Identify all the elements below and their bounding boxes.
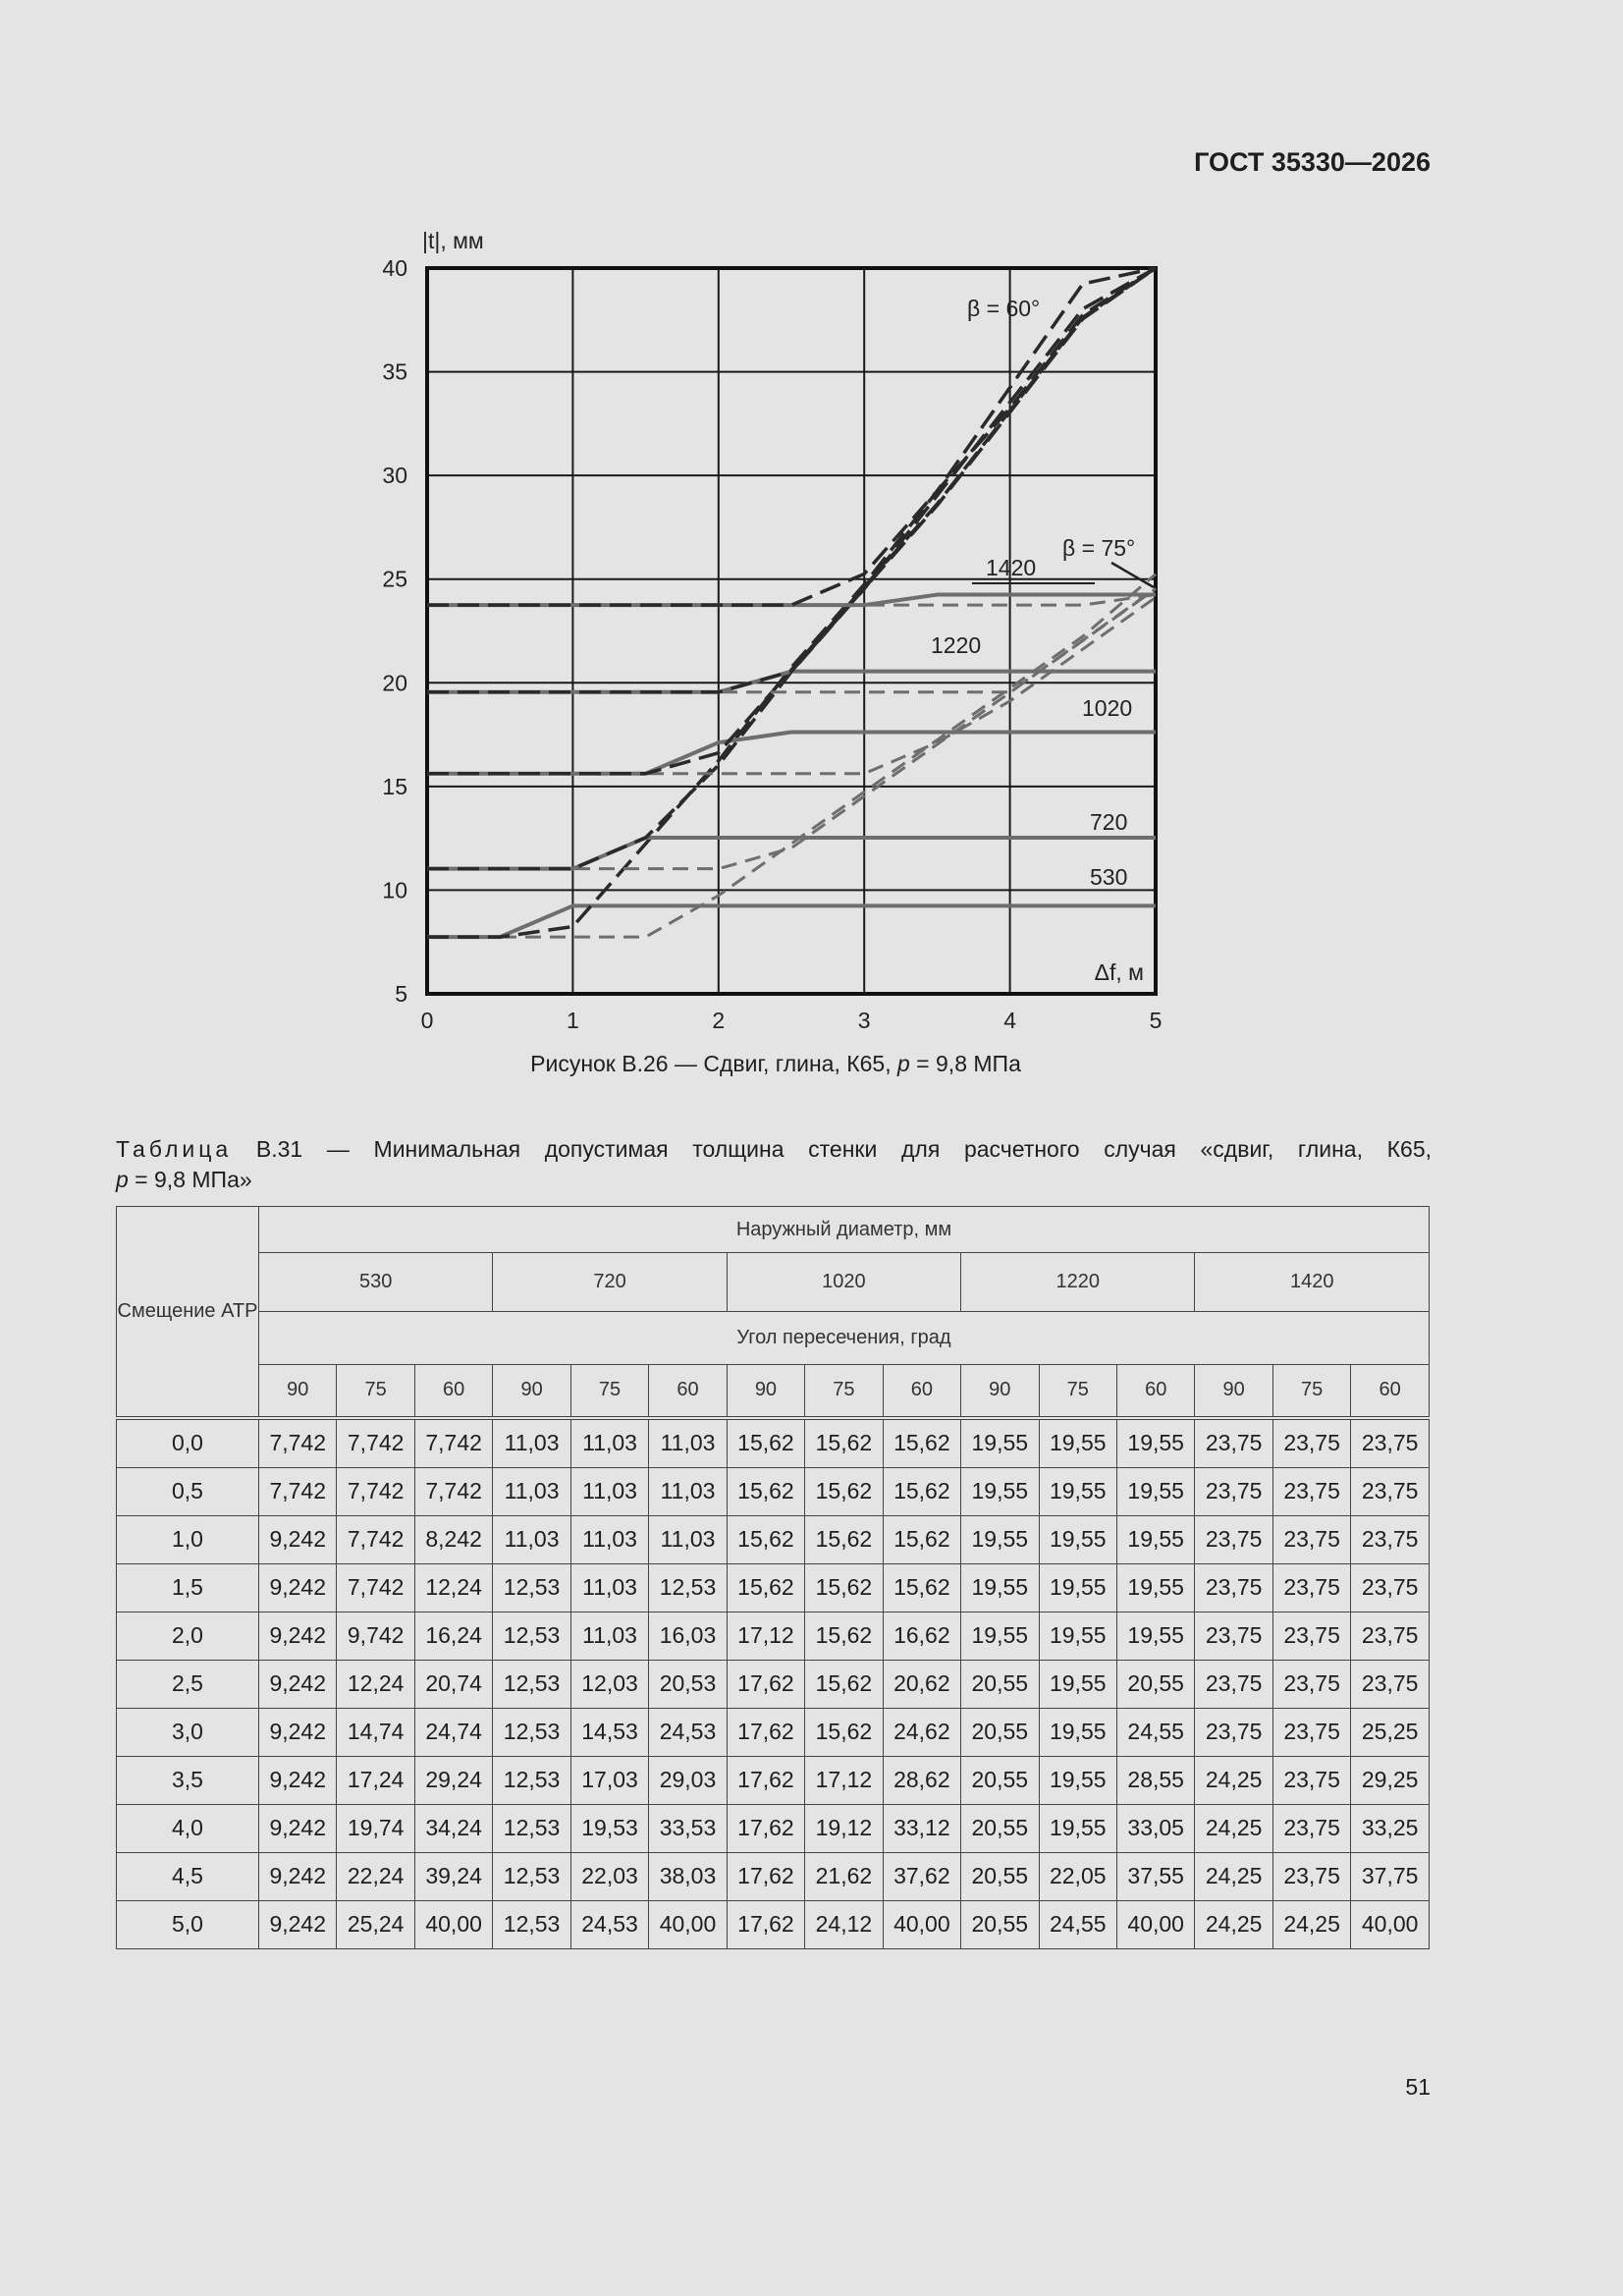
thickness-cell: 7,742 bbox=[337, 1467, 414, 1515]
table-row bbox=[117, 1756, 1430, 1804]
table-row bbox=[117, 1660, 1430, 1708]
thickness-cell: 23,75 bbox=[1272, 1612, 1350, 1660]
thickness-cell: 15,62 bbox=[727, 1418, 804, 1468]
thickness-cell: 19,55 bbox=[1039, 1660, 1116, 1708]
offset-cell: 3,5 bbox=[117, 1756, 259, 1804]
thickness-cell: 7,742 bbox=[337, 1563, 414, 1612]
chart-grid bbox=[427, 268, 1156, 994]
thickness-cell: 11,03 bbox=[649, 1418, 727, 1468]
x-axis-label: Δf, м bbox=[1094, 959, 1144, 985]
diameter-header: 1020 bbox=[727, 1253, 960, 1312]
thickness-cell: 33,12 bbox=[883, 1804, 960, 1852]
offset-cell: 2,0 bbox=[117, 1612, 259, 1660]
thickness-cell: 20,53 bbox=[649, 1660, 727, 1708]
diameter-header: 720 bbox=[493, 1253, 727, 1312]
thickness-cell: 19,12 bbox=[805, 1804, 883, 1852]
offset-cell: 0,5 bbox=[117, 1467, 259, 1515]
thickness-cell: 23,75 bbox=[1272, 1804, 1350, 1852]
thickness-cell: 33,05 bbox=[1116, 1804, 1194, 1852]
series-1420-60 bbox=[427, 268, 1156, 605]
angle-value-header: 60 bbox=[649, 1365, 727, 1418]
thickness-cell: 20,62 bbox=[883, 1660, 960, 1708]
curve-annotation: β = 75° bbox=[1062, 535, 1136, 561]
thickness-cell: 23,75 bbox=[1195, 1467, 1272, 1515]
thickness-cell: 20,55 bbox=[1116, 1660, 1194, 1708]
y-tick-label: 20 bbox=[382, 670, 407, 696]
series-720-90 bbox=[427, 838, 1156, 869]
thickness-cell: 15,62 bbox=[727, 1563, 804, 1612]
table-title-continuation: p = 9,8 МПа» bbox=[116, 1167, 252, 1192]
thickness-cell: 19,55 bbox=[1039, 1563, 1116, 1612]
offset-cell: 4,0 bbox=[117, 1804, 259, 1852]
thickness-cell: 23,75 bbox=[1351, 1660, 1430, 1708]
series-1020-90 bbox=[427, 733, 1156, 774]
thickness-cell: 19,55 bbox=[1039, 1515, 1116, 1563]
offset-cell: 1,0 bbox=[117, 1515, 259, 1563]
series-1220-60 bbox=[427, 268, 1156, 692]
table-row bbox=[117, 1515, 1430, 1563]
thickness-cell: 23,75 bbox=[1195, 1563, 1272, 1612]
angle-value-header: 75 bbox=[1272, 1365, 1350, 1418]
curve-annotation: 1220 bbox=[931, 632, 982, 658]
thickness-cell: 23,75 bbox=[1272, 1660, 1350, 1708]
table-row bbox=[117, 1418, 1430, 1468]
thickness-cell: 15,62 bbox=[727, 1515, 804, 1563]
thickness-cell: 17,24 bbox=[337, 1756, 414, 1804]
thickness-cell: 17,62 bbox=[727, 1900, 804, 1948]
thickness-cell: 17,62 bbox=[727, 1708, 804, 1756]
thickness-cell: 24,74 bbox=[414, 1708, 492, 1756]
thickness-cell: 9,242 bbox=[259, 1660, 337, 1708]
table-title: Таблица В.31 — Минимальная допустимая толщина стенки для расчетного случая «сдвиг, глина, К65, bbox=[116, 1136, 1433, 1162]
thickness-cell: 19,55 bbox=[1116, 1612, 1194, 1660]
thickness-cell: 20,74 bbox=[414, 1660, 492, 1708]
thickness-cell: 29,25 bbox=[1351, 1756, 1430, 1804]
standard-header: ГОСТ 35330—2026 bbox=[1194, 147, 1431, 177]
thickness-cell: 12,53 bbox=[493, 1563, 570, 1612]
thickness-cell: 15,62 bbox=[883, 1467, 960, 1515]
thickness-cell: 19,53 bbox=[570, 1804, 648, 1852]
thickness-cell: 23,75 bbox=[1351, 1515, 1430, 1563]
thickness-cell: 11,03 bbox=[570, 1563, 648, 1612]
thickness-cell: 24,25 bbox=[1195, 1852, 1272, 1900]
plot-frame bbox=[427, 268, 1156, 994]
thickness-cell: 24,25 bbox=[1195, 1900, 1272, 1948]
angle-value-header: 75 bbox=[805, 1365, 883, 1418]
thickness-cell: 19,55 bbox=[1039, 1804, 1116, 1852]
thickness-cell: 17,03 bbox=[570, 1756, 648, 1804]
thickness-cell: 23,75 bbox=[1272, 1708, 1350, 1756]
thickness-cell: 20,55 bbox=[961, 1660, 1039, 1708]
thickness-cell: 15,62 bbox=[883, 1563, 960, 1612]
thickness-cell: 9,242 bbox=[259, 1804, 337, 1852]
thickness-cell: 28,62 bbox=[883, 1756, 960, 1804]
thickness-cell: 7,742 bbox=[259, 1418, 337, 1468]
thickness-cell: 14,74 bbox=[337, 1708, 414, 1756]
offset-cell: 5,0 bbox=[117, 1900, 259, 1948]
y-tick-label: 15 bbox=[382, 773, 407, 799]
offset-cell: 1,5 bbox=[117, 1563, 259, 1612]
thickness-cell: 11,03 bbox=[570, 1515, 648, 1563]
thickness-cell: 9,242 bbox=[259, 1756, 337, 1804]
thickness-cell: 20,55 bbox=[961, 1804, 1039, 1852]
thickness-table bbox=[116, 1206, 1430, 1949]
thickness-cell: 15,62 bbox=[883, 1515, 960, 1563]
thickness-cell: 24,53 bbox=[570, 1900, 648, 1948]
thickness-cell: 12,53 bbox=[493, 1900, 570, 1948]
table-row bbox=[117, 1708, 1430, 1756]
thickness-cell: 15,62 bbox=[805, 1515, 883, 1563]
thickness-cell: 12,53 bbox=[493, 1660, 570, 1708]
angle-value-header: 90 bbox=[493, 1365, 570, 1418]
thickness-cell: 23,75 bbox=[1272, 1515, 1350, 1563]
x-tick-label: 4 bbox=[1003, 1008, 1016, 1033]
thickness-cell: 11,03 bbox=[570, 1467, 648, 1515]
series-720-75 bbox=[427, 589, 1156, 869]
thickness-cell: 19,55 bbox=[961, 1612, 1039, 1660]
thickness-cell: 22,24 bbox=[337, 1852, 414, 1900]
thickness-cell: 12,53 bbox=[493, 1804, 570, 1852]
y-tick-label: 5 bbox=[395, 981, 407, 1007]
thickness-cell: 25,24 bbox=[337, 1900, 414, 1948]
thickness-cell: 23,75 bbox=[1351, 1612, 1430, 1660]
thickness-cell: 28,55 bbox=[1116, 1756, 1194, 1804]
angle-value-header: 60 bbox=[1351, 1365, 1430, 1418]
thickness-cell: 23,75 bbox=[1195, 1612, 1272, 1660]
thickness-cell: 19,55 bbox=[1116, 1467, 1194, 1515]
page-number: 51 bbox=[1405, 2074, 1431, 2100]
thickness-cell: 19,55 bbox=[1039, 1467, 1116, 1515]
thickness-cell: 16,24 bbox=[414, 1612, 492, 1660]
thickness-cell: 12,53 bbox=[493, 1708, 570, 1756]
table-row bbox=[117, 1563, 1430, 1612]
thickness-cell: 23,75 bbox=[1272, 1467, 1350, 1515]
thickness-cell: 24,55 bbox=[1116, 1708, 1194, 1756]
x-tick-label: 2 bbox=[712, 1008, 726, 1033]
y-axis-label: |t|, мм bbox=[422, 228, 484, 253]
thickness-cell: 9,242 bbox=[259, 1515, 337, 1563]
table-row bbox=[117, 1900, 1430, 1948]
thickness-cell: 11,03 bbox=[649, 1515, 727, 1563]
thickness-chart bbox=[0, 0, 1623, 1041]
thickness-cell: 11,03 bbox=[649, 1467, 727, 1515]
y-tick-label: 25 bbox=[382, 566, 407, 592]
thickness-cell: 37,75 bbox=[1351, 1852, 1430, 1900]
x-tick-label: 5 bbox=[1149, 1008, 1163, 1033]
x-tick-label: 0 bbox=[420, 1008, 434, 1033]
thickness-cell: 23,75 bbox=[1351, 1418, 1430, 1468]
thickness-cell: 19,55 bbox=[1116, 1418, 1194, 1468]
thickness-cell: 20,55 bbox=[961, 1900, 1039, 1948]
thickness-cell: 40,00 bbox=[1351, 1900, 1430, 1948]
thickness-cell: 23,75 bbox=[1272, 1563, 1350, 1612]
offset-cell: 4,5 bbox=[117, 1852, 259, 1900]
thickness-cell: 23,75 bbox=[1351, 1467, 1430, 1515]
thickness-cell: 19,55 bbox=[1116, 1563, 1194, 1612]
series-530-75 bbox=[427, 574, 1156, 937]
thickness-cell: 29,03 bbox=[649, 1756, 727, 1804]
series-1020-60 bbox=[427, 268, 1156, 774]
thickness-cell: 40,00 bbox=[1116, 1900, 1194, 1948]
x-tick-label: 1 bbox=[567, 1008, 579, 1033]
thickness-cell: 15,62 bbox=[805, 1563, 883, 1612]
table-row bbox=[117, 1804, 1430, 1852]
thickness-cell: 19,55 bbox=[961, 1467, 1039, 1515]
thickness-cell: 24,25 bbox=[1195, 1804, 1272, 1852]
thickness-cell: 11,03 bbox=[570, 1418, 648, 1468]
thickness-cell: 7,742 bbox=[414, 1467, 492, 1515]
thickness-cell: 9,242 bbox=[259, 1612, 337, 1660]
thickness-cell: 15,62 bbox=[805, 1660, 883, 1708]
thickness-cell: 7,742 bbox=[414, 1418, 492, 1468]
thickness-cell: 11,03 bbox=[493, 1515, 570, 1563]
annotation-leader bbox=[1111, 563, 1154, 587]
angle-value-header: 75 bbox=[337, 1365, 414, 1418]
thickness-cell: 40,00 bbox=[883, 1900, 960, 1948]
thickness-cell: 16,62 bbox=[883, 1612, 960, 1660]
thickness-cell: 20,55 bbox=[961, 1756, 1039, 1804]
offset-cell: 3,0 bbox=[117, 1708, 259, 1756]
thickness-cell: 22,05 bbox=[1039, 1852, 1116, 1900]
thickness-cell: 15,62 bbox=[883, 1418, 960, 1468]
thickness-cell: 20,55 bbox=[961, 1708, 1039, 1756]
thickness-cell: 15,62 bbox=[805, 1467, 883, 1515]
angle-value-header: 90 bbox=[961, 1365, 1039, 1418]
thickness-cell: 39,24 bbox=[414, 1852, 492, 1900]
table-row bbox=[117, 1612, 1430, 1660]
thickness-cell: 7,742 bbox=[337, 1418, 414, 1468]
thickness-cell: 9,242 bbox=[259, 1708, 337, 1756]
thickness-cell: 17,62 bbox=[727, 1804, 804, 1852]
chart-series bbox=[427, 268, 1156, 937]
thickness-cell: 12,53 bbox=[493, 1756, 570, 1804]
thickness-cell: 37,62 bbox=[883, 1852, 960, 1900]
series-1020-75 bbox=[427, 597, 1156, 773]
angle-value-header: 90 bbox=[727, 1365, 804, 1418]
curve-annotation: 1020 bbox=[1082, 695, 1133, 721]
thickness-cell: 34,24 bbox=[414, 1804, 492, 1852]
offset-cell: 0,0 bbox=[117, 1418, 259, 1468]
thickness-cell: 11,03 bbox=[493, 1467, 570, 1515]
thickness-cell: 7,742 bbox=[259, 1467, 337, 1515]
diameter-header: 1420 bbox=[1195, 1253, 1430, 1312]
thickness-cell: 14,53 bbox=[570, 1708, 648, 1756]
thickness-cell: 12,53 bbox=[649, 1563, 727, 1612]
thickness-cell: 19,74 bbox=[337, 1804, 414, 1852]
thickness-cell: 23,75 bbox=[1272, 1418, 1350, 1468]
y-tick-label: 30 bbox=[382, 463, 407, 489]
curve-annotation: 530 bbox=[1090, 864, 1128, 890]
thickness-cell: 16,03 bbox=[649, 1612, 727, 1660]
thickness-cell: 9,242 bbox=[259, 1563, 337, 1612]
table-row bbox=[117, 1852, 1430, 1900]
thickness-cell: 24,62 bbox=[883, 1708, 960, 1756]
thickness-cell: 19,55 bbox=[1116, 1515, 1194, 1563]
thickness-cell: 11,03 bbox=[493, 1418, 570, 1468]
thickness-cell: 40,00 bbox=[649, 1900, 727, 1948]
table-row bbox=[117, 1467, 1430, 1515]
angle-value-header: 60 bbox=[1116, 1365, 1194, 1418]
thickness-cell: 23,75 bbox=[1351, 1563, 1430, 1612]
thickness-cell: 23,75 bbox=[1195, 1515, 1272, 1563]
thickness-cell: 17,12 bbox=[727, 1612, 804, 1660]
curve-annotation: 1420 bbox=[986, 555, 1037, 580]
y-tick-label: 35 bbox=[382, 358, 407, 385]
angle-header: Угол пересечения, град bbox=[259, 1312, 1430, 1365]
thickness-cell: 24,25 bbox=[1195, 1756, 1272, 1804]
angle-value-header: 75 bbox=[570, 1365, 648, 1418]
thickness-cell: 37,55 bbox=[1116, 1852, 1194, 1900]
curve-annotation: 720 bbox=[1090, 809, 1128, 835]
x-tick-label: 3 bbox=[857, 1008, 871, 1033]
thickness-cell: 23,75 bbox=[1272, 1852, 1350, 1900]
offset-cell: 2,5 bbox=[117, 1660, 259, 1708]
angle-value-header: 90 bbox=[1195, 1365, 1272, 1418]
thickness-cell: 19,55 bbox=[1039, 1418, 1116, 1468]
thickness-cell: 23,75 bbox=[1195, 1418, 1272, 1468]
thickness-cell: 15,62 bbox=[805, 1708, 883, 1756]
diameter-header: 530 bbox=[259, 1253, 493, 1312]
thickness-cell: 12,53 bbox=[493, 1852, 570, 1900]
thickness-cell: 12,24 bbox=[414, 1563, 492, 1612]
angle-value-header: 90 bbox=[259, 1365, 337, 1418]
thickness-cell: 19,55 bbox=[961, 1515, 1039, 1563]
thickness-cell: 22,03 bbox=[570, 1852, 648, 1900]
thickness-cell: 7,742 bbox=[337, 1515, 414, 1563]
thickness-cell: 15,62 bbox=[805, 1612, 883, 1660]
thickness-cell: 33,53 bbox=[649, 1804, 727, 1852]
thickness-cell: 19,55 bbox=[961, 1418, 1039, 1468]
thickness-cell: 17,12 bbox=[805, 1756, 883, 1804]
thickness-cell: 33,25 bbox=[1351, 1804, 1430, 1852]
thickness-cell: 40,00 bbox=[414, 1900, 492, 1948]
thickness-cell: 12,03 bbox=[570, 1660, 648, 1708]
thickness-cell: 9,742 bbox=[337, 1612, 414, 1660]
thickness-cell: 24,25 bbox=[1272, 1900, 1350, 1948]
diameter-header: 1220 bbox=[961, 1253, 1195, 1312]
thickness-cell: 17,62 bbox=[727, 1660, 804, 1708]
thickness-cell: 12,53 bbox=[493, 1612, 570, 1660]
thickness-cell: 38,03 bbox=[649, 1852, 727, 1900]
thickness-cell: 21,62 bbox=[805, 1852, 883, 1900]
figure-caption: Рисунок В.26 — Сдвиг, глина, К65, p = 9,8 МПа bbox=[530, 1051, 1021, 1076]
angle-value-header: 75 bbox=[1039, 1365, 1116, 1418]
thickness-cell: 23,75 bbox=[1195, 1660, 1272, 1708]
thickness-cell: 23,75 bbox=[1195, 1708, 1272, 1756]
thickness-cell: 11,03 bbox=[570, 1612, 648, 1660]
thickness-cell: 9,242 bbox=[259, 1900, 337, 1948]
thickness-cell: 24,53 bbox=[649, 1708, 727, 1756]
thickness-cell: 25,25 bbox=[1351, 1708, 1430, 1756]
thickness-cell: 29,24 bbox=[414, 1756, 492, 1804]
angle-value-header: 60 bbox=[414, 1365, 492, 1418]
thickness-cell: 17,62 bbox=[727, 1756, 804, 1804]
angle-value-header: 60 bbox=[883, 1365, 960, 1418]
thickness-cell: 15,62 bbox=[805, 1418, 883, 1468]
thickness-cell: 20,55 bbox=[961, 1852, 1039, 1900]
thickness-cell: 19,55 bbox=[1039, 1612, 1116, 1660]
row-header-cell: Смещение АТР bbox=[117, 1207, 259, 1418]
thickness-cell: 19,55 bbox=[1039, 1756, 1116, 1804]
thickness-cell: 24,12 bbox=[805, 1900, 883, 1948]
series-720-60 bbox=[427, 268, 1156, 869]
thickness-cell: 17,62 bbox=[727, 1852, 804, 1900]
thickness-cell: 15,62 bbox=[727, 1467, 804, 1515]
thickness-cell: 24,55 bbox=[1039, 1900, 1116, 1948]
thickness-cell: 19,55 bbox=[1039, 1708, 1116, 1756]
outer-diameter-header: Наружный диаметр, мм bbox=[259, 1207, 1430, 1253]
curve-annotation: β = 60° bbox=[967, 296, 1041, 321]
thickness-cell: 9,242 bbox=[259, 1852, 337, 1900]
thickness-cell: 23,75 bbox=[1272, 1756, 1350, 1804]
y-tick-label: 10 bbox=[382, 877, 407, 903]
thickness-cell: 19,55 bbox=[961, 1563, 1039, 1612]
thickness-cell: 12,24 bbox=[337, 1660, 414, 1708]
y-tick-label: 40 bbox=[382, 255, 407, 281]
thickness-cell: 8,242 bbox=[414, 1515, 492, 1563]
